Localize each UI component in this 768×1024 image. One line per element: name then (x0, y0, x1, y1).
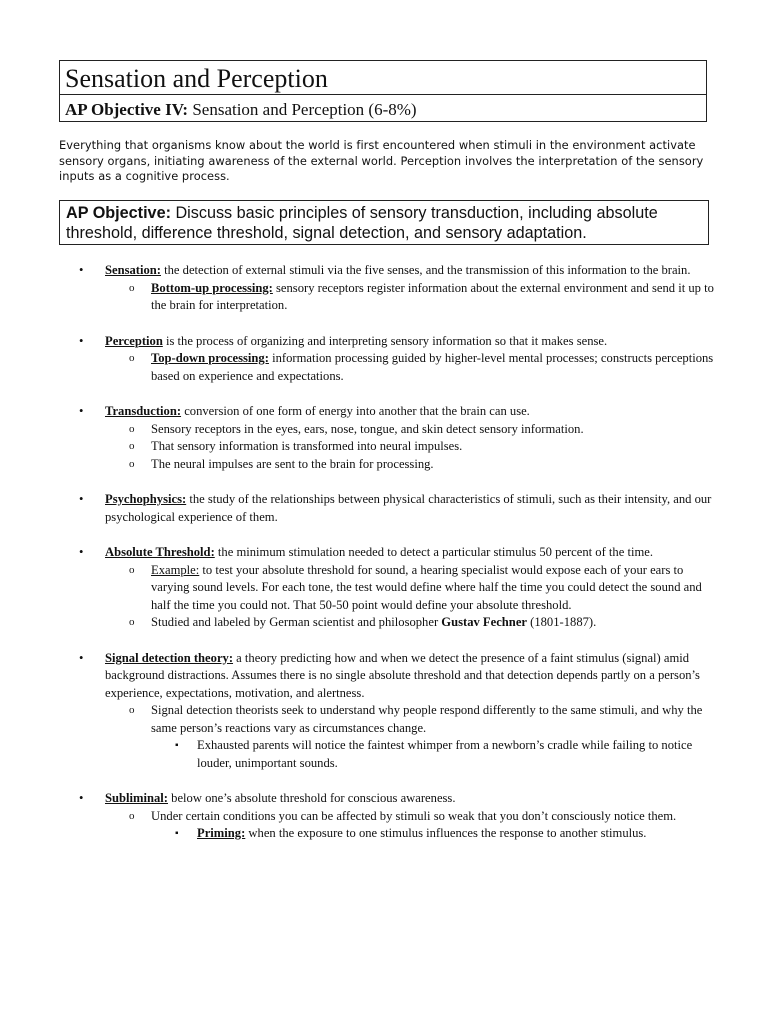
bullet-marker: • (79, 650, 84, 665)
sub-bullet-example (105, 562, 719, 615)
bullet-marker: • (79, 404, 84, 418)
objective-subtitle-label: AP Objective IV: (65, 100, 189, 119)
sub-bullet-subliminal-1 (105, 808, 719, 843)
definition-perception: is the process of organizing and interpreting sensory information so that it makes sense. (162, 333, 608, 348)
sub-bullet-bottom-up (105, 280, 719, 315)
sub-bullet-transduction-1 (105, 421, 719, 439)
sub-sub-list (151, 737, 719, 772)
bullet-marker: • (79, 333, 84, 348)
example-text: to test your absolute threshold for sound, a hearing specialist would expose each of your ears to varying sound levels. For each tone, the test would define where half the time you could detect the sound and half the time you could not. That 50-50 point would define your absolute threshold. (151, 562, 702, 612)
bullet-marker: • (79, 263, 84, 277)
term-priming: Priming: (197, 826, 246, 840)
title-box (59, 60, 707, 122)
sub-bullet-transduction-3 (105, 456, 719, 474)
sub-sub-bullet-parents (151, 737, 719, 772)
bullet-sensation (59, 262, 719, 315)
sub-bullet-text: The neural impulses are sent to the brain for processing. (151, 456, 434, 471)
bullet-marker: • (79, 545, 84, 559)
sub-list (105, 702, 719, 772)
bullet-marker: • (79, 492, 84, 506)
term-top-down: Top-down processing: (151, 351, 269, 365)
sub-bullet-text: Under certain conditions you can be affected by stimuli so weak that you don’t consciously notice them. (151, 808, 677, 823)
definition-psychophysics: the study of the relationships between physical characteristics of stimuli, such as their intensity, and our psychological experience of them. (105, 492, 712, 524)
sub-bullet-top-down (105, 350, 719, 385)
intro-paragraph: Everything that organisms know about the world is first encountered when stimuli in the environment activate sensory organs, initiating awareness of the external world. Perception involves the interpretation of the sensory inputs as a cognitive process. (59, 138, 704, 183)
title-divider (60, 94, 706, 95)
sub-bullet-marker: o (129, 281, 135, 294)
example-label: Example: (151, 562, 200, 577)
objective-subtitle-text: Sensation and Perception (6-8%) (188, 100, 417, 119)
objective-box-label: AP Objective: (66, 204, 171, 222)
definition-absolute-threshold: the minimum stimulation needed to detect a particular stimulus 50 percent of the time. (214, 545, 653, 559)
page-title: Sensation and Perception (65, 64, 328, 93)
bullet-absolute-threshold (59, 544, 719, 632)
sub-bullet-text: Signal detection theorists seek to understand why people respond differently to the same stimuli, and why the same person’s reactions vary as circumstances change. (151, 703, 703, 735)
sub-list (105, 562, 719, 632)
bullet-transduction (59, 403, 719, 473)
sub-bullet-marker: o (129, 457, 135, 470)
bullet-marker: • (79, 791, 84, 805)
fechner-name: Gustav Fechner (441, 615, 527, 629)
notes-content (59, 262, 719, 861)
sub-bullet-marker: o (129, 616, 135, 628)
term-sensation: Sensation: (105, 263, 161, 277)
term-subliminal: Subliminal: (105, 791, 168, 805)
sub-list (105, 421, 719, 474)
bullet-signal-detection (59, 650, 719, 773)
sub-bullet-fechner (105, 614, 719, 632)
sub-sub-list (151, 825, 719, 843)
definition-top-down: information processing guided by higher-level mental processes; constructs perceptions based on experience and expectations. (151, 351, 714, 383)
objective-subtitle (65, 99, 706, 121)
definition-priming: when the exposure to one stimulus influences the response to another stimulus. (245, 826, 647, 840)
sub-bullet-marker: o (129, 422, 135, 435)
sub-list (105, 350, 719, 385)
sub-bullet-marker: o (129, 704, 135, 716)
objective-box-text: Discuss basic principles of sensory transduction, including absolute threshold, difference threshold, signal detection, and sensory adaptation. (66, 204, 658, 242)
term-transduction: Transduction: (105, 404, 182, 418)
definition-sensation: the detection of external stimuli via the five senses, and the transmission of this information to the brain. (160, 263, 691, 277)
sub-bullet-marker: o (129, 809, 135, 822)
sub-sub-bullet-text: Exhausted parents will notice the faintest whimper from a newborn’s cradle while failing to notice louder, unimportant sounds. (197, 738, 693, 770)
sub-bullet-signal-1 (105, 702, 719, 772)
sub-sub-bullet-marker: ▪ (175, 828, 179, 839)
sub-bullet-marker: o (129, 440, 135, 452)
sub-bullet-marker: o (129, 563, 135, 576)
sub-list (105, 280, 719, 315)
sub-sub-bullet-priming (151, 825, 719, 843)
sub-bullet-text: Sensory receptors in the eyes, ears, nose, tongue, and skin detect sensory information. (151, 421, 584, 436)
definition-bottom-up: sensory receptors register information about the external environment and send it up to the brain for interpretation. (151, 280, 714, 312)
sub-bullet-transduction-2 (105, 438, 719, 456)
sub-bullet-marker: o (129, 352, 135, 364)
bullet-psychophysics (59, 491, 719, 526)
definition-signal-detection: a theory predicting how and when we detect the presence of a faint stimulus (signal) amid background distractions. Assumes there is no single absolute threshold and that detection depends partly on a person’s experience, expectations, motivation, and alertness. (105, 650, 700, 700)
fechner-post: (1801-1887). (527, 615, 597, 629)
objective-box (59, 200, 709, 245)
sub-sub-bullet-marker: ▪ (175, 740, 179, 751)
fechner-pre: Studied and labeled by German scientist and philosopher (151, 615, 442, 629)
term-psychophysics: Psychophysics: (105, 492, 187, 506)
term-bottom-up: Bottom-up processing: (151, 280, 273, 295)
bullet-subliminal (59, 790, 719, 843)
term-signal-detection: Signal detection theory: (105, 650, 234, 665)
sub-bullet-text: That sensory information is transformed into neural impulses. (151, 439, 463, 453)
definition-transduction: conversion of one form of energy into another that the brain can use. (181, 404, 530, 418)
term-perception: Perception (105, 333, 163, 348)
term-absolute-threshold: Absolute Threshold: (105, 545, 215, 559)
bullet-list (59, 262, 719, 843)
sub-list (105, 808, 719, 843)
definition-subliminal: below one’s absolute threshold for conscious awareness. (168, 791, 456, 805)
bullet-perception (59, 333, 719, 386)
